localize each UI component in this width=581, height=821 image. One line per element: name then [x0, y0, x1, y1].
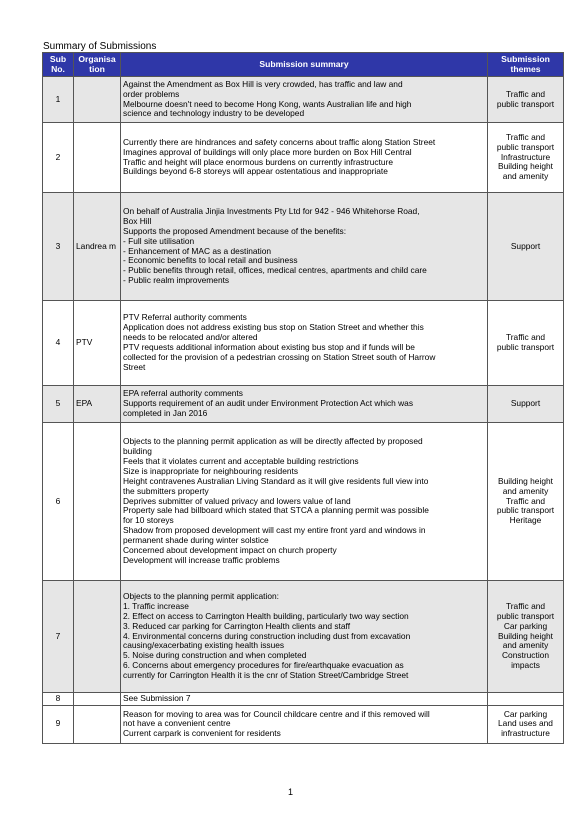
- summary-line: 6. Concerns about emergency procedures for fire/earthquake evacuation as: [123, 660, 404, 671]
- theme-line: Traffic and: [505, 131, 546, 142]
- summary-line: EPA referral authority comments: [123, 388, 243, 399]
- summary-line: On behalf of Australia Jinjia Investments Pty Ltd for 942 - 946 Whitehorse Road,: [123, 205, 420, 216]
- table-row: [43, 386, 564, 423]
- theme-line: and amenity: [502, 485, 549, 496]
- table-row: [43, 123, 564, 193]
- organisation-cell: [74, 77, 121, 123]
- summary-line: for 10 storeys: [123, 515, 174, 526]
- summary-line: Melbourne doesn't need to become Hong Kong, wants Australian life and high: [123, 98, 412, 109]
- theme-line: public transport: [496, 98, 555, 109]
- summary-line: Supports the proposed Amendment because of the benefits:: [123, 225, 347, 236]
- theme-line: Construction: [501, 650, 549, 661]
- theme-line: Support: [510, 398, 541, 409]
- theme-line: Traffic and: [505, 88, 546, 99]
- sub-no-cell: 1: [43, 77, 74, 123]
- table-row: [43, 581, 564, 693]
- table-row: [43, 423, 564, 581]
- summary-line: See Submission 7: [123, 693, 191, 703]
- theme-line: public transport: [496, 141, 555, 152]
- theme-line: Traffic and: [505, 495, 546, 506]
- theme-line: Support: [510, 240, 541, 251]
- summary-line: building: [123, 446, 152, 457]
- summary-line: completed in Jan 2016: [123, 407, 208, 418]
- summary-line: Traffic and height will place enormous burdens on currently infrastructure: [123, 156, 393, 167]
- organisation-cell: [74, 581, 121, 693]
- theme-line: impacts: [511, 660, 540, 671]
- header-sub-no: Sub No.: [43, 53, 74, 77]
- summary-line: the submitters property: [123, 485, 209, 496]
- theme-line: Car parking: [503, 620, 548, 631]
- summary-line: - Economic benefits to local retail and business: [123, 255, 298, 266]
- theme-line: and amenity: [502, 171, 549, 182]
- sub-no-cell: 2: [43, 123, 74, 193]
- header-summary: Submission summary: [121, 53, 488, 77]
- table-caption: Summary of Submissions: [43, 41, 157, 52]
- themes-cell: [488, 77, 564, 123]
- summary-line: - Public benefits through retail, offices, medical centres, apartments and child care: [123, 265, 427, 276]
- summary-line: 1. Traffic increase: [123, 600, 189, 611]
- sub-no-cell: 7: [43, 581, 74, 693]
- summary-line: 3. Reduced car parking for Carrington Health clients and staff: [123, 620, 351, 631]
- summary-line: Against the Amendment as Box Hill is very crowded, has traffic and law and: [123, 78, 403, 89]
- summary-cell: [121, 123, 488, 193]
- theme-line: and amenity: [502, 640, 549, 651]
- organisation-cell: EPA: [74, 386, 121, 423]
- themes-cell: [488, 386, 564, 423]
- table-row: [43, 301, 564, 386]
- themes-cell: [488, 193, 564, 301]
- theme-line: Land uses and: [498, 718, 553, 729]
- table-header-row: [43, 53, 564, 77]
- summary-line: Current carpark is convenient for residents: [123, 728, 281, 739]
- organisation-cell: [74, 123, 121, 193]
- page-number: 1: [287, 787, 293, 797]
- header-themes: Submission themes: [488, 53, 564, 77]
- themes-cell: [488, 423, 564, 581]
- summary-line: Deprives submitter of valued privacy and lowers value of land: [123, 495, 351, 506]
- summary-line: Objects to the planning permit application as will be directly affected by proposed: [123, 436, 423, 447]
- summary-line: Imagines approval of buildings will only place more burden on Box Hill Central: [123, 146, 412, 157]
- organisation-cell: [74, 423, 121, 581]
- table-row: [43, 77, 564, 123]
- summary-cell: [121, 693, 488, 706]
- summary-line: Street: [123, 361, 146, 372]
- summary-cell: [121, 77, 488, 123]
- header-organisation: Organisa tion: [74, 53, 121, 77]
- summary-line: collected for the provision of a pedestrian crossing on Station Street south of Harrow: [123, 351, 436, 362]
- summary-cell: [121, 193, 488, 301]
- summary-cell: [121, 301, 488, 386]
- summary-cell: [121, 581, 488, 693]
- organisation-cell: [74, 693, 121, 706]
- table-row: [43, 193, 564, 301]
- theme-line: public transport: [496, 610, 555, 621]
- sub-no-cell: 9: [43, 705, 74, 743]
- summary-line: 2. Effect on access to Carrington Health building, particularly two way section: [123, 610, 409, 621]
- summary-line: science and technology industry to be developed: [123, 108, 305, 119]
- themes-cell: [488, 693, 564, 706]
- sub-no-cell: 8: [43, 693, 74, 706]
- summary-line: causing/exacerbating existing health issues: [123, 640, 285, 651]
- summary-line: Height contravenes Australian Living Standard as it will give residents full view into: [123, 475, 429, 486]
- summary-line: Development will increase traffic problems: [123, 554, 280, 565]
- theme-line: infrastructure: [501, 728, 550, 739]
- theme-line: Car parking: [503, 708, 548, 719]
- themes-cell: [488, 705, 564, 743]
- organisation-cell: PTV: [74, 301, 121, 386]
- sub-no-cell: 3: [43, 193, 74, 301]
- summary-line: Reason for moving to area was for Council childcare centre and if this removed will: [123, 708, 430, 719]
- summary-line: - Public realm improvements: [123, 275, 230, 286]
- summary-line: permanent shade during winter solstice: [123, 535, 269, 546]
- summary-line: Buildings beyond 6-8 storeys will appear ostentatious and inappropriate: [123, 166, 388, 177]
- organisation-cell: [74, 705, 121, 743]
- table-row: [43, 693, 564, 706]
- theme-line: Building height: [498, 161, 553, 172]
- summary-line: Box Hill: [123, 215, 152, 226]
- summary-line: PTV requests additional information about existing bus stop and if funds will be: [123, 342, 415, 352]
- sub-no-cell: 4: [43, 301, 74, 386]
- summary-cell: [121, 386, 488, 423]
- table-row: [43, 705, 564, 743]
- summary-line: Supports requirement of an audit under Environment Protection Act which was: [123, 398, 414, 409]
- theme-line: public transport: [496, 342, 555, 352]
- themes-cell: [488, 301, 564, 386]
- summary-line: - Enhancement of MAC as a destination: [123, 245, 272, 256]
- summary-line: Application does not address existing bus stop on Station Street and whether this: [123, 322, 424, 333]
- theme-line: Building height: [498, 630, 553, 641]
- theme-line: Traffic and: [505, 332, 546, 343]
- themes-cell: [488, 581, 564, 693]
- summary-line: Concerned about development impact on church property: [123, 545, 337, 556]
- theme-line: Heritage: [509, 515, 542, 526]
- theme-line: public transport: [496, 505, 555, 516]
- theme-line: Infrastructure: [500, 151, 551, 162]
- summary-line: Objects to the planning permit application:: [123, 590, 279, 601]
- summary-line: not have a convenient centre: [123, 718, 231, 729]
- sub-no-cell: 5: [43, 386, 74, 423]
- themes-cell: [488, 123, 564, 193]
- summary-line: order problems: [123, 88, 180, 99]
- summary-line: currently for Carrington Health it is the cnr of Station Street/Cambridge Street: [123, 670, 409, 681]
- summary-line: PTV Referral authority comments: [123, 312, 247, 323]
- summary-line: 5. Noise during construction and when completed: [123, 650, 307, 661]
- summary-line: Property sale had billboard which stated that STCA a planning permit was possible: [123, 505, 429, 516]
- summary-line: needs to be relocated and/or altered: [123, 332, 258, 343]
- organisation-cell: Landrea m: [74, 193, 121, 301]
- summary-cell: [121, 423, 488, 581]
- summary-line: Size is inappropriate for neighbouring residents: [123, 465, 299, 476]
- summary-line: Feels that it violates current and acceptable building restrictions: [123, 455, 359, 466]
- summary-line: - Full site utilisation: [123, 235, 195, 246]
- submissions-table: [42, 52, 564, 744]
- summary-line: 4. Environmental concerns during construction including dust from excavation: [123, 630, 411, 641]
- summary-cell: [121, 705, 488, 743]
- sub-no-cell: 6: [43, 423, 74, 581]
- theme-line: Traffic and: [505, 600, 546, 611]
- summary-line: Shadow from proposed development will cast my entire front yard and windows in: [123, 525, 426, 536]
- theme-line: Building height: [498, 475, 553, 486]
- summary-line: Currently there are hindrances and safety concerns about traffic along Station Street: [123, 136, 436, 147]
